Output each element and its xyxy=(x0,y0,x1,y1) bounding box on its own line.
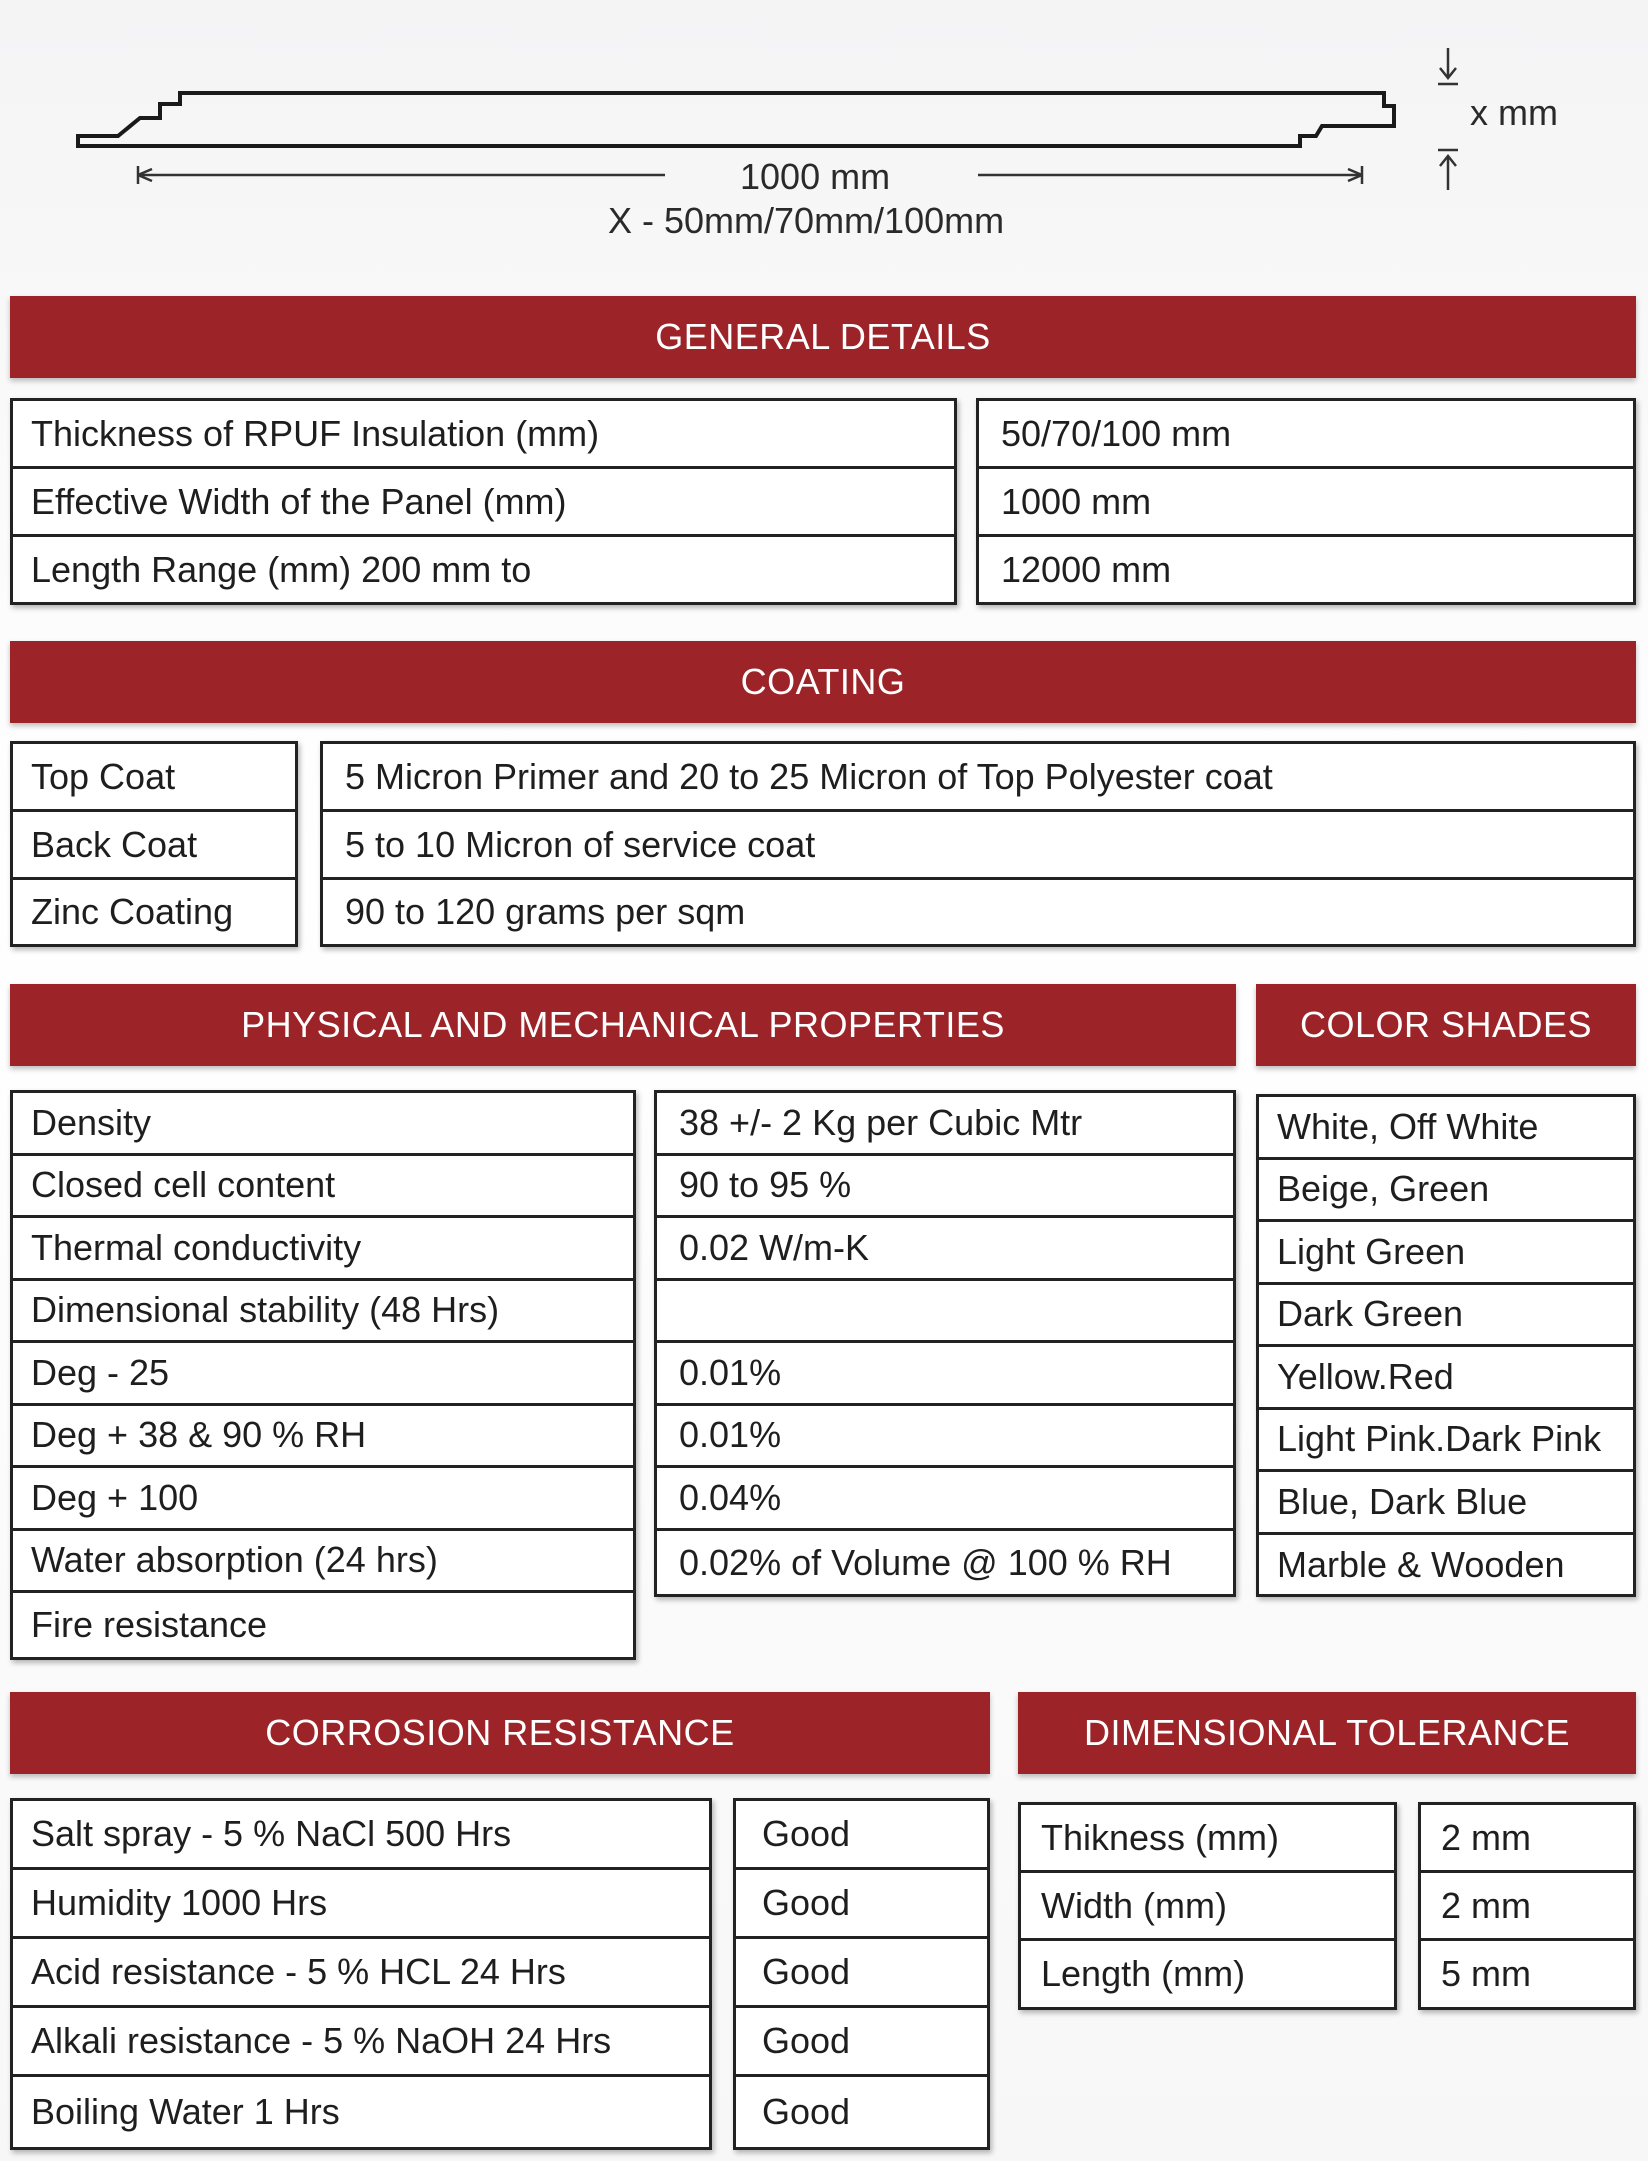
thickness-label: x mm xyxy=(1470,92,1558,133)
table-row: Thermal conductivity xyxy=(13,1218,633,1281)
panel-outline xyxy=(78,93,1394,146)
physical-properties-header: PHYSICAL AND MECHANICAL PROPERTIES xyxy=(10,984,1236,1066)
list-item: Light Pink.Dark Pink xyxy=(1259,1410,1633,1473)
list-item: Marble & Wooden xyxy=(1277,1543,1565,1585)
table-row: 90 to 95 % xyxy=(657,1156,1233,1219)
general-labels-table xyxy=(10,398,957,605)
table-row xyxy=(657,1281,1233,1344)
table-row: Length (mm) xyxy=(1041,1953,1246,1994)
thickness-options-label: X - 50mm/70mm/100mm xyxy=(608,200,1005,241)
list-item: Yellow.Red xyxy=(1259,1347,1633,1410)
table-row: 90 to 120 grams per sqm xyxy=(345,891,746,932)
table-row: 5 to 10 Micron of service coat xyxy=(323,812,1633,880)
table-row: Good xyxy=(736,1801,987,1870)
list-item: Light Green xyxy=(1259,1222,1633,1285)
table-row: Width (mm) xyxy=(1021,1873,1394,1941)
table-row: Length Range (mm) 200 mm to xyxy=(31,548,532,590)
table-row: Humidity 1000 Hrs xyxy=(13,1870,709,1939)
table-row: 0.01% xyxy=(657,1343,1233,1406)
table-row: 0.02 W/m-K xyxy=(657,1218,1233,1281)
table-row: 5 mm xyxy=(1441,1953,1531,1994)
color-shades-table xyxy=(1256,1094,1636,1597)
table-row: Back Coat xyxy=(13,812,295,880)
coating-labels-table xyxy=(10,741,298,947)
table-row: 12000 mm xyxy=(1001,548,1172,590)
table-row: Deg + 100 xyxy=(13,1468,633,1531)
table-row: Alkali resistance - 5 % NaOH 24 Hrs xyxy=(13,2008,709,2077)
table-row: 2 mm xyxy=(1421,1873,1633,1941)
corrosion-resistance-header: CORROSION RESISTANCE xyxy=(10,1692,990,1774)
table-row: Good xyxy=(736,1939,987,2008)
table-row: Good xyxy=(736,1870,987,1939)
table-row: 5 Micron Primer and 20 to 25 Micron of Top Polyester coat xyxy=(323,744,1633,812)
general-details-header: GENERAL DETAILS xyxy=(10,296,1636,378)
dimensional-tolerance-header: DIMENSIONAL TOLERANCE xyxy=(1018,1692,1636,1774)
list-item: White, Off White xyxy=(1259,1097,1633,1160)
table-row: Boiling Water 1 Hrs xyxy=(31,2091,340,2132)
table-row: Dimensional stability (48 Hrs) xyxy=(13,1281,633,1344)
table-row: Fire resistance xyxy=(31,1604,268,1645)
table-row: 2 mm xyxy=(1421,1805,1633,1873)
table-row: Good xyxy=(736,2008,987,2077)
table-row: 0.02% of Volume @ 100 % RH xyxy=(679,1541,1172,1583)
corrosion-labels-table xyxy=(10,1798,712,2150)
corrosion-values-table xyxy=(733,1798,990,2150)
table-row: Deg + 38 & 90 % RH xyxy=(13,1406,633,1469)
list-item: Blue, Dark Blue xyxy=(1259,1472,1633,1535)
table-row: 38 +/- 2 Kg per Cubic Mtr xyxy=(657,1093,1233,1156)
width-label: 1000 mm xyxy=(740,156,891,197)
table-row: 1000 mm xyxy=(979,469,1633,537)
table-row: Density xyxy=(13,1093,633,1156)
table-row: Good xyxy=(762,2091,851,2132)
table-row: Effective Width of the Panel (mm) xyxy=(13,469,954,537)
list-item: Dark Green xyxy=(1259,1285,1633,1348)
table-row: Closed cell content xyxy=(13,1156,633,1219)
table-row: Deg - 25 xyxy=(13,1343,633,1406)
physical-labels-table xyxy=(10,1090,636,1660)
tolerance-labels-table xyxy=(1018,1802,1397,2010)
table-row: 0.04% xyxy=(657,1468,1233,1531)
table-row: 50/70/100 mm xyxy=(979,401,1633,469)
table-row: Zinc Coating xyxy=(31,891,234,932)
tolerance-values-table xyxy=(1418,1802,1636,2010)
table-row: Acid resistance - 5 % HCL 24 Hrs xyxy=(13,1939,709,2008)
color-shades-header: COLOR SHADES xyxy=(1256,984,1636,1066)
physical-values-table xyxy=(654,1090,1236,1597)
coating-values-table xyxy=(320,741,1636,947)
table-row: Thickness of RPUF Insulation (mm) xyxy=(13,401,954,469)
table-row: 0.01% xyxy=(657,1406,1233,1469)
coating-header: COATING xyxy=(10,641,1636,723)
table-row: Salt spray - 5 % NaCl 500 Hrs xyxy=(13,1801,709,1870)
table-row: Thikness (mm) xyxy=(1021,1805,1394,1873)
table-row: Water absorption (24 hrs) xyxy=(13,1531,633,1594)
general-values-table xyxy=(976,398,1636,605)
list-item: Beige, Green xyxy=(1259,1160,1633,1223)
table-row: Top Coat xyxy=(13,744,295,812)
thickness-dimension-arrows xyxy=(1438,48,1458,190)
